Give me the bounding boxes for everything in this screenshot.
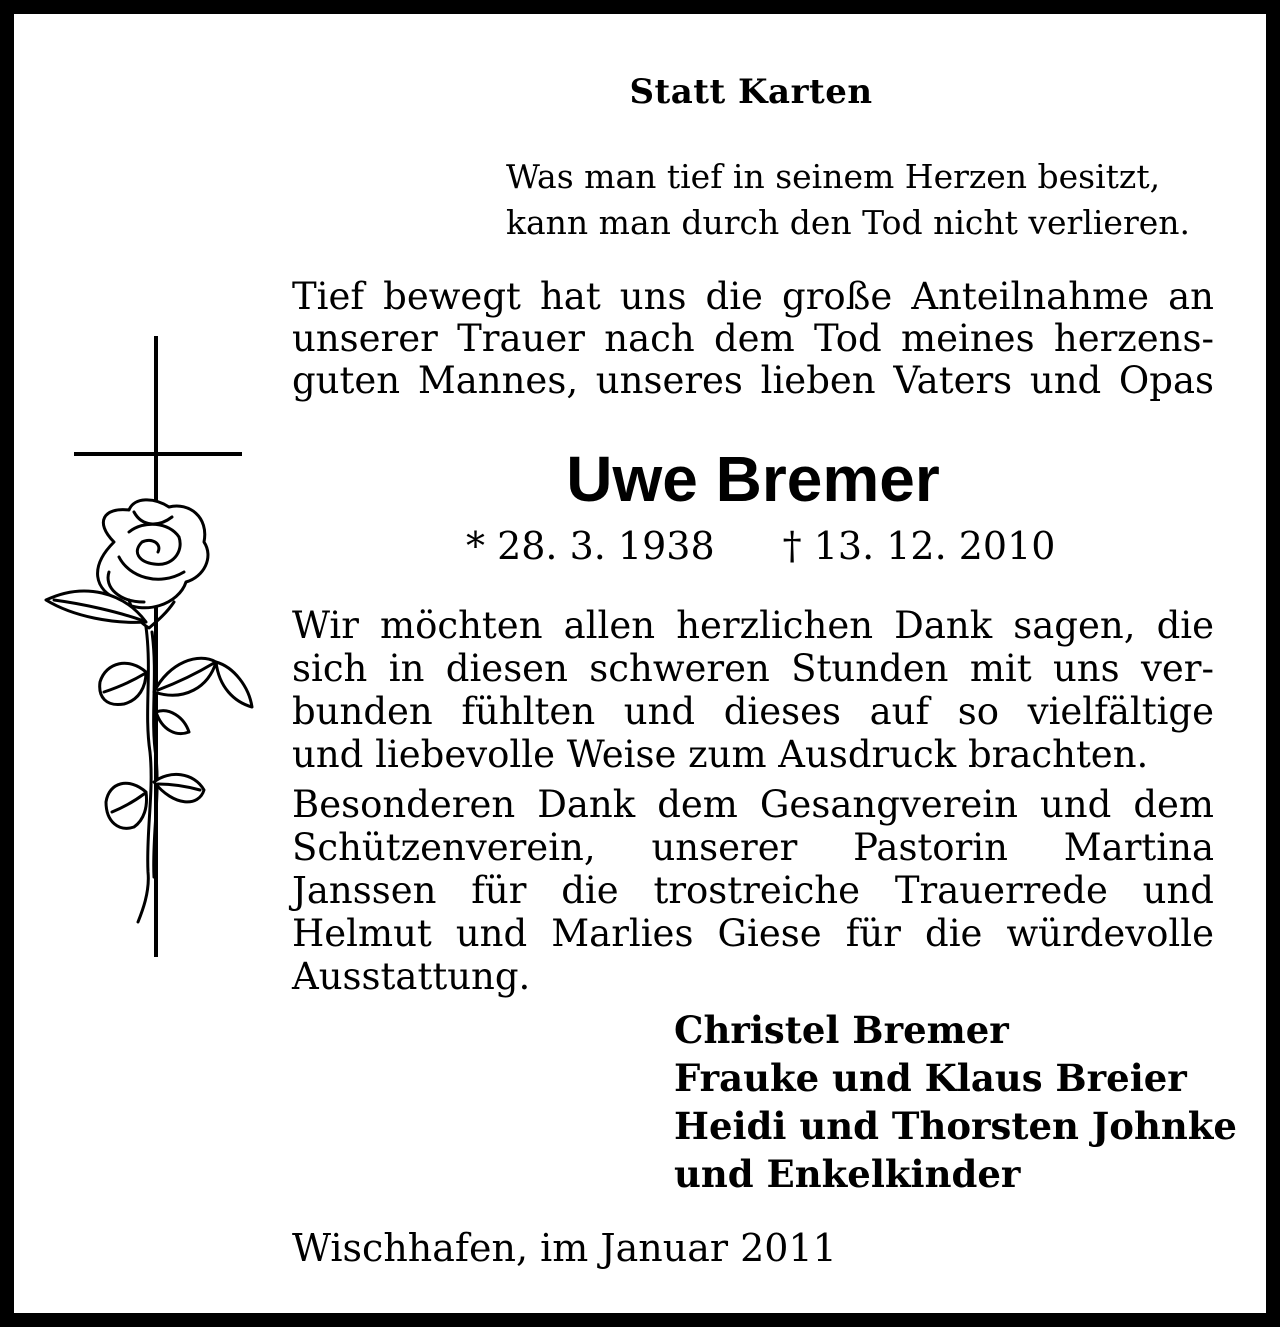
place-and-date: Wischhafen, im Januar 2011 [292, 1226, 837, 1270]
quote-line: kann man durch den Tod nicht verlieren. [506, 203, 1191, 242]
birth-date: * 28. 3. 1938 [466, 524, 715, 568]
intro-line: Tief bewegt hat uns die große Anteilnahme an [292, 275, 1214, 318]
special-thanks-line: Schützenverein, unserer Pastorin Martina [292, 826, 1214, 869]
thanks-line: sich in diesen schweren Stunden mit uns ver- [292, 647, 1214, 690]
cross-icon [74, 336, 242, 957]
intro-paragraph [292, 276, 1214, 402]
intro-line: unserer Trauer nach dem Tod meines herzens- [292, 317, 1214, 360]
mourners-list [674, 1006, 1237, 1198]
deceased-name: Uwe Bremer [566, 443, 940, 515]
life-dates [466, 524, 1055, 568]
intro-line: guten Mannes, unseres lieben Vaters und Opas [292, 359, 1214, 402]
mourner-name: und Enkelkinder [674, 1152, 1021, 1196]
thanks-line: und liebevolle Weise zum Ausdruck brachten. [292, 733, 1149, 776]
memorial-quote [506, 154, 1226, 246]
thanks-text [292, 604, 1214, 998]
mourner-name: Frauke und Klaus Breier [674, 1056, 1187, 1100]
header-statt-karten: Statt Karten [629, 72, 873, 112]
rose-icon [46, 500, 252, 922]
thanks-line: bunden fühlten und dieses auf so vielfältige [292, 690, 1214, 733]
quote-line: Was man tief in seinem Herzen besitzt, [506, 157, 1161, 196]
special-thanks-line: Janssen für die trostreiche Trauerrede und [292, 869, 1214, 912]
mourner-name: Heidi und Thorsten Johnke [674, 1104, 1237, 1148]
special-thanks-line: Helmut und Marlies Giese für die würdevolle [292, 912, 1214, 955]
mourner-name: Christel Bremer [674, 1008, 1009, 1052]
cross-with-rose-illustration [34, 332, 274, 972]
thanks-paragraph [292, 604, 1214, 776]
death-date: † 13. 12. 2010 [782, 524, 1056, 568]
special-thanks-paragraph [292, 783, 1214, 998]
special-thanks-line: Besonderen Dank dem Gesangverein und dem [292, 783, 1214, 826]
special-thanks-line: Ausstattung. [292, 955, 531, 998]
thanks-line: Wir möchten allen herzlichen Dank sagen, die [292, 604, 1214, 647]
